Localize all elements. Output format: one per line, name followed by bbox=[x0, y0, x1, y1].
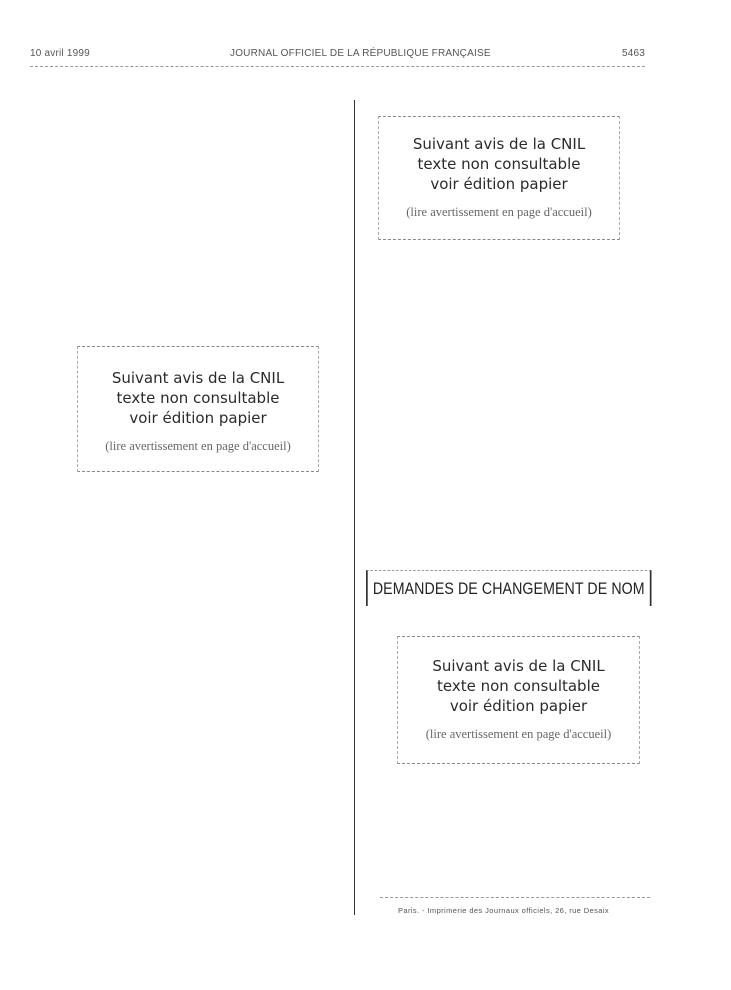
notice-note: (lire avertissement en page d'accueil) bbox=[105, 439, 291, 453]
notice-note: (lire avertissement en page d'accueil) bbox=[425, 727, 612, 741]
notice-line: voir édition papier bbox=[430, 175, 568, 193]
notice-line: voir édition papier bbox=[129, 409, 267, 427]
notice-line: voir édition papier bbox=[449, 697, 588, 715]
header-date: 10 avril 1999 bbox=[30, 48, 90, 59]
header-divider bbox=[30, 66, 645, 67]
section-heading: DEMANDES DE CHANGEMENT DE NOM bbox=[366, 570, 652, 606]
notice-line: Suivant avis de la CNIL bbox=[412, 135, 586, 153]
cnil-notice-box bbox=[77, 346, 319, 472]
cnil-notice-box bbox=[397, 636, 640, 764]
footer-imprint: Paris. - Imprimerie des Journaux officiels, 26, rue Desaix bbox=[398, 906, 610, 915]
notice-line: texte non consultable bbox=[116, 389, 280, 407]
header-title: JOURNAL OFFICIEL DE LA RÉPUBLIQUE FRANÇAISE bbox=[230, 48, 491, 59]
footer-divider bbox=[380, 897, 650, 898]
notice-line: texte non consultable bbox=[417, 155, 581, 173]
notice-line: texte non consultable bbox=[437, 677, 600, 695]
column-divider bbox=[354, 100, 355, 915]
notice-line: Suivant avis de la CNIL bbox=[432, 657, 605, 675]
notice-line: Suivant avis de la CNIL bbox=[111, 369, 285, 387]
cnil-notice-box bbox=[378, 116, 620, 240]
notice-note: (lire avertissement en page d'accueil) bbox=[406, 205, 592, 219]
header-page-number: 5463 bbox=[621, 48, 645, 59]
